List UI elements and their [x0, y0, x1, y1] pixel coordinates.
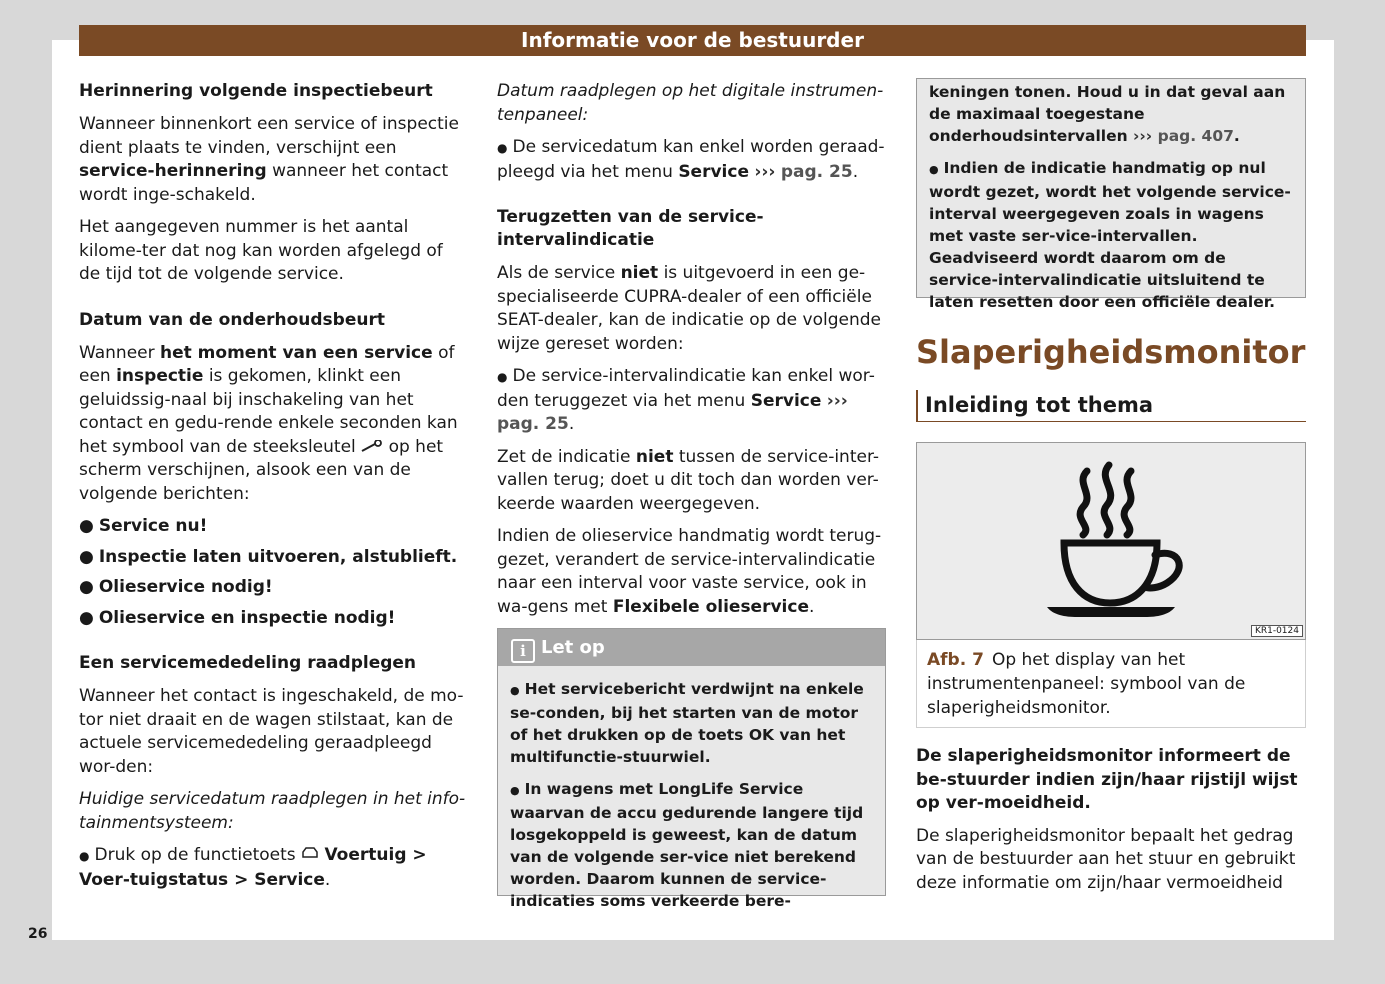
note-header: i Let op	[498, 629, 885, 666]
column-1	[79, 80, 469, 901]
wrench-icon	[361, 440, 383, 452]
page-number: 26	[28, 926, 48, 942]
note-item: ● Het servicebericht verdwijnt na enkele se-conden, bij het starten van de motor of het drukken op de toets OK van het multifunctie-stuurwiel.	[510, 680, 864, 766]
page-reference-link[interactable]: pag. 25	[780, 161, 853, 182]
figure-image	[916, 442, 1306, 640]
heading-inspection-reminder: Herinnering volgende inspectiebeurt	[79, 81, 433, 101]
figure-label: Afb. 7	[927, 650, 984, 670]
note-item: ● In wagens met LongLife Service waarvan de accu gedurende langere tijd losgekoppeld is geweest, kan de datum van de volgende ser-vice niet berekend worden. Daarom kunnen de service-indicaties soms verkeerde bere-	[510, 780, 864, 910]
paragraph: Indien de olieservice handmatig wordt terug-gezet, verandert de service-intervalindicatie naar een interval voor vaste service, ook in wa-gens met Flexibele olieservice.	[497, 526, 882, 617]
subsection-title: Inleiding tot thema	[916, 390, 1306, 422]
paragraph: Wanneer binnenkort een service of inspectie dient plaats te vinden, verschijnt een service-herinnering wanneer het contact wordt inge-schakeld.	[79, 114, 459, 205]
car-icon	[301, 846, 319, 860]
paragraph: ● De servicedatum kan enkel worden geraad-pleegd via het menu Service ››› pag. 25.	[497, 137, 885, 182]
intro-text	[916, 745, 1306, 904]
paragraph: ● De service-intervalindicatie kan enkel wor-den teruggezet via het menu Service ››› pag. 25.	[497, 366, 875, 434]
heading-service-message: Een servicemededeling raadplegen	[79, 653, 417, 673]
page-header: Informatie voor de bestuurder	[79, 25, 1306, 56]
paragraph: Zet de indicatie niet tussen de service-inter-vallen terug; doet u dit toch dan worden ver-keerde waarden weergegeven.	[497, 446, 879, 514]
section-title: Slaperigheidsmonitor	[916, 333, 1306, 371]
figure-code: KR1-0124	[1251, 625, 1303, 637]
note-body	[498, 666, 885, 912]
info-icon: i	[511, 639, 535, 663]
note-item: ● Indien de indicatie handmatig op nul wordt gezet, wordt het volgende service-interval weergegeven zoals in wagens met vaste ser-vice-intervallen. Geadviseerd wordt daarom om de service-intervalindicatie uitsluitend te laten resetten door een officiële dealer.	[929, 159, 1291, 311]
paragraph: ● Druk op de functietoets Voertuig > Voer-tuigstatus > Service.	[79, 845, 427, 890]
paragraph: Wanneer het contact is ingeschakeld, de mo-tor niet draait en de wagen stilstaat, kan de actuele servicemededeling geraadpleegd wor-den:	[79, 686, 464, 777]
intro-bold: De slaperigheidsmonitor informeert de be-stuurder indien zijn/haar rijstijl wijst op ver-moeidheid.	[916, 746, 1298, 813]
paragraph: De slaperigheidsmonitor bepaalt het gedrag van de bestuurder aan het stuur en gebruikt deze informatie om zijn/haar vermoeidheid	[916, 825, 1296, 893]
figure-caption: Afb. 7 Op het display van het instrumentenpaneel: symbool van de slaperigheidsmonitor.	[916, 640, 1306, 728]
heading-service-date: Datum van de onderhoudsbeurt	[79, 309, 385, 330]
bullet-item: ● Olieservice en inspectie nodig!	[79, 607, 396, 628]
bullet-item: ● Inspectie laten uitvoeren, alstublieft.	[79, 546, 458, 567]
bullet-item: ● Olieservice nodig!	[79, 577, 273, 597]
bullet-item: ● Service nu!	[79, 516, 208, 536]
paragraph: Als de service niet is uitgevoerd in een ge-specialiseerde CUPRA-dealer of een officiële SEAT-dealer, kan de indicatie op de volgende wijze gereset worden:	[497, 263, 881, 354]
paragraph: Wanneer het moment van een service of een inspectie is gekomen, klinkt een geluidssig-naal bij inschakeling van het contact en gedu-rende enkele seconden kan het symbool van de steeksleutel op het scherm verschijnen, alsook een van de volgende berichten:	[79, 342, 458, 504]
column-2	[497, 80, 887, 628]
paragraph: Het aangegeven nummer is het aantal kilome-ter dat nog kan worden afgelegd of de tijd tot de volgende service.	[79, 217, 443, 284]
page-reference-link[interactable]: pag. 407	[1157, 127, 1234, 145]
paragraph-italic: Datum raadplegen op het digitale instrumen-tenpaneel:	[497, 81, 884, 125]
caution-note-continued	[916, 78, 1306, 311]
coffee-cup-icon	[917, 443, 1307, 638]
caution-note	[497, 628, 886, 910]
note-item: keningen tonen. Houd u in dat geval aan de maximaal toegestane onderhoudsintervallen ››› pag. 407.	[929, 83, 1286, 145]
page-reference-link[interactable]: pag. 25	[497, 414, 569, 434]
heading-reset-indicator: Terugzetten van de service-intervalindicatie	[497, 207, 764, 250]
paragraph-italic: Huidige servicedatum raadplegen in het info-tainmentsysteem:	[79, 789, 466, 833]
